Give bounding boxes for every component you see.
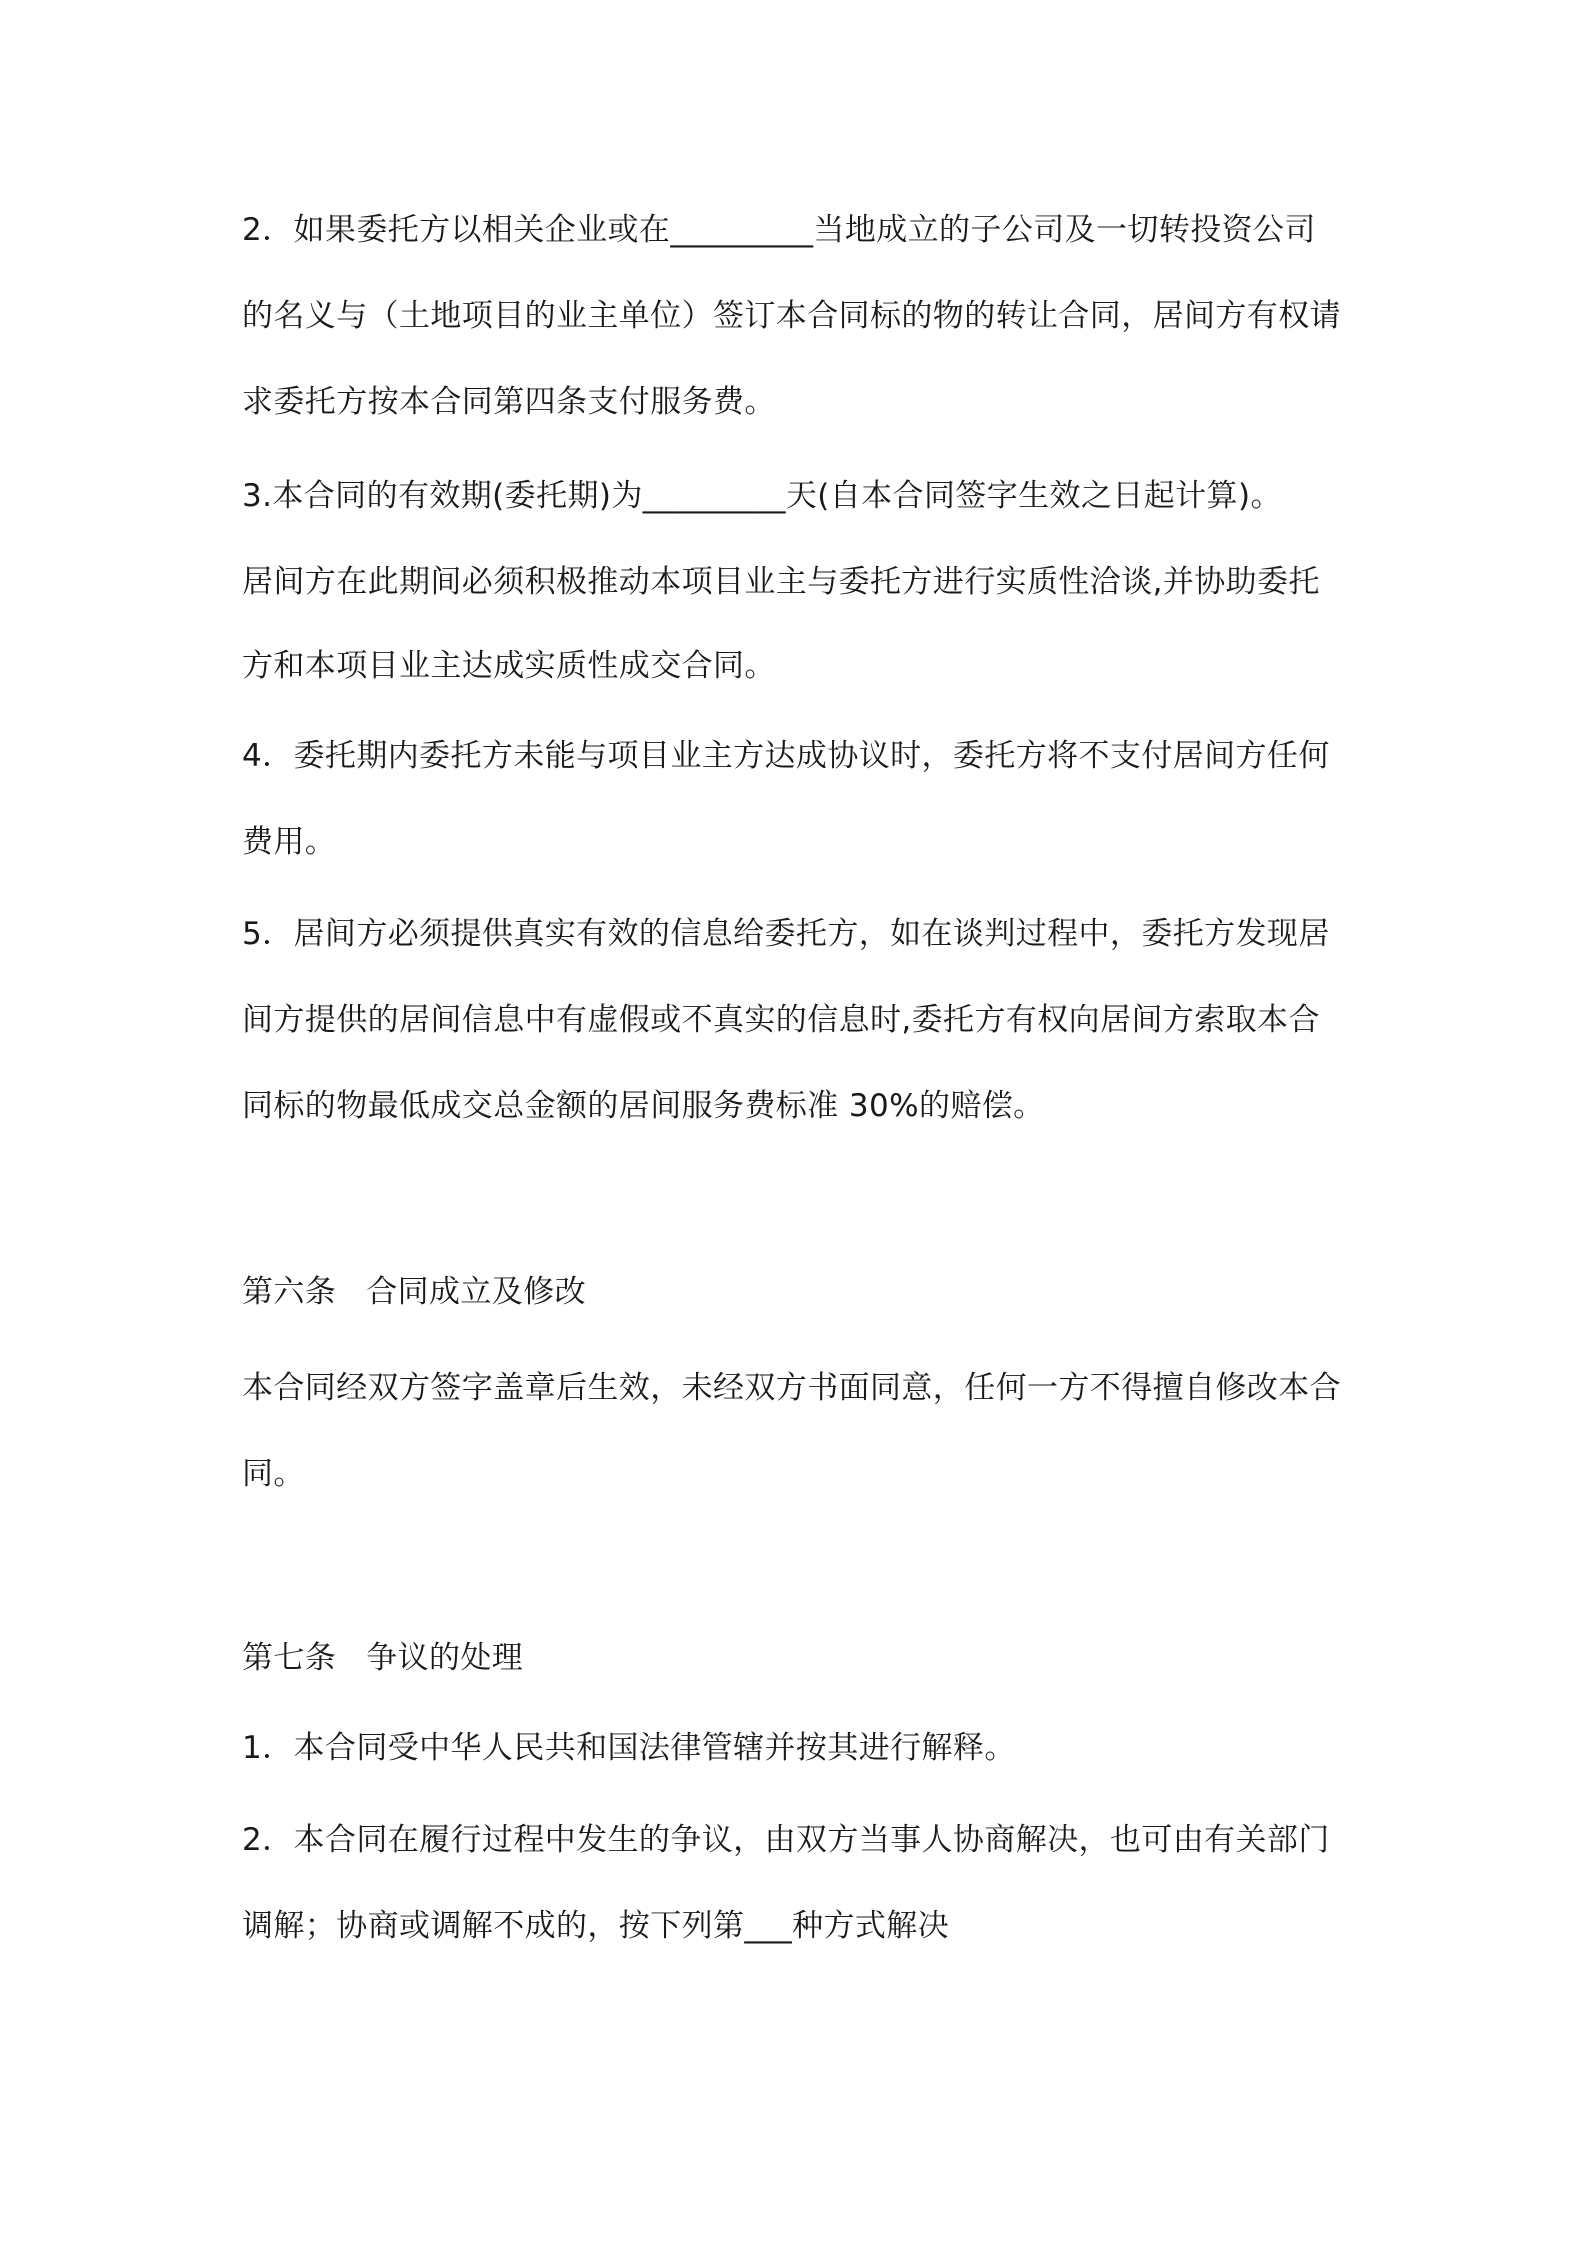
clause5-item4-line2: 费用。	[242, 824, 337, 860]
clause5-item3-line3: 方和本项目业主达成实质性成交合同。	[242, 648, 776, 684]
clause6-number: 第六条	[242, 1274, 337, 1310]
clause5-item4-line1: 4．委托期内委托方未能与项目业主方达成协议时，委托方将不支付居间方任何	[242, 738, 1330, 774]
clause7-item2-line1: 2．本合同在履行过程中发生的争议，由双方当事人协商解决，也可由有关部门	[242, 1822, 1330, 1858]
clause5-item3-line1: 3.本合同的有效期(委托期)为_________天(自本合同签字生效之日起计算)。	[242, 478, 1282, 514]
clause5-item3-line2: 居间方在此期间必须积极推动本项目业主与委托方进行实质性洽谈,并协助委托	[242, 564, 1320, 600]
clause6-body-line1: 本合同经双方签字盖章后生效，未经双方书面同意，任何一方不得擅自修改本合	[242, 1370, 1341, 1406]
clause5-item2-line3: 求委托方按本合同第四条支付服务费。	[242, 384, 776, 420]
clause5-item5-line1: 5．居间方必须提供真实有效的信息给委托方，如在谈判过程中，委托方发现居	[242, 916, 1330, 952]
clause7-title: 争议的处理	[366, 1640, 524, 1676]
clause5-item5-line2: 间方提供的居间信息中有虚假或不真实的信息时,委托方有权向居间方索取本合	[242, 1002, 1320, 1038]
clause7-item1-line1: 1．本合同受中华人民共和国法律管辖并按其进行解释。	[242, 1730, 1016, 1766]
clause5-item5-line3: 同标的物最低成交总金额的居间服务费标准 30%的赔偿。	[242, 1088, 1045, 1124]
clause6-title: 合同成立及修改	[366, 1274, 587, 1310]
clause7-item2-line2: 调解；协商或调解不成的，按下列第___种方式解决	[242, 1908, 950, 1944]
clause7-heading	[242, 1636, 523, 1680]
clause5-item2-line2: 的名义与（土地项目的业主单位）签订本合同标的物的转让合同，居间方有权请	[242, 298, 1341, 334]
clause6-body-line2: 同。	[242, 1456, 305, 1492]
clause7-number: 第七条	[242, 1640, 337, 1676]
clause6-heading	[242, 1270, 586, 1314]
clause5-item2-line1: 2．如果委托方以相关企业或在_________当地成立的子公司及一切转投资公司	[242, 212, 1316, 248]
